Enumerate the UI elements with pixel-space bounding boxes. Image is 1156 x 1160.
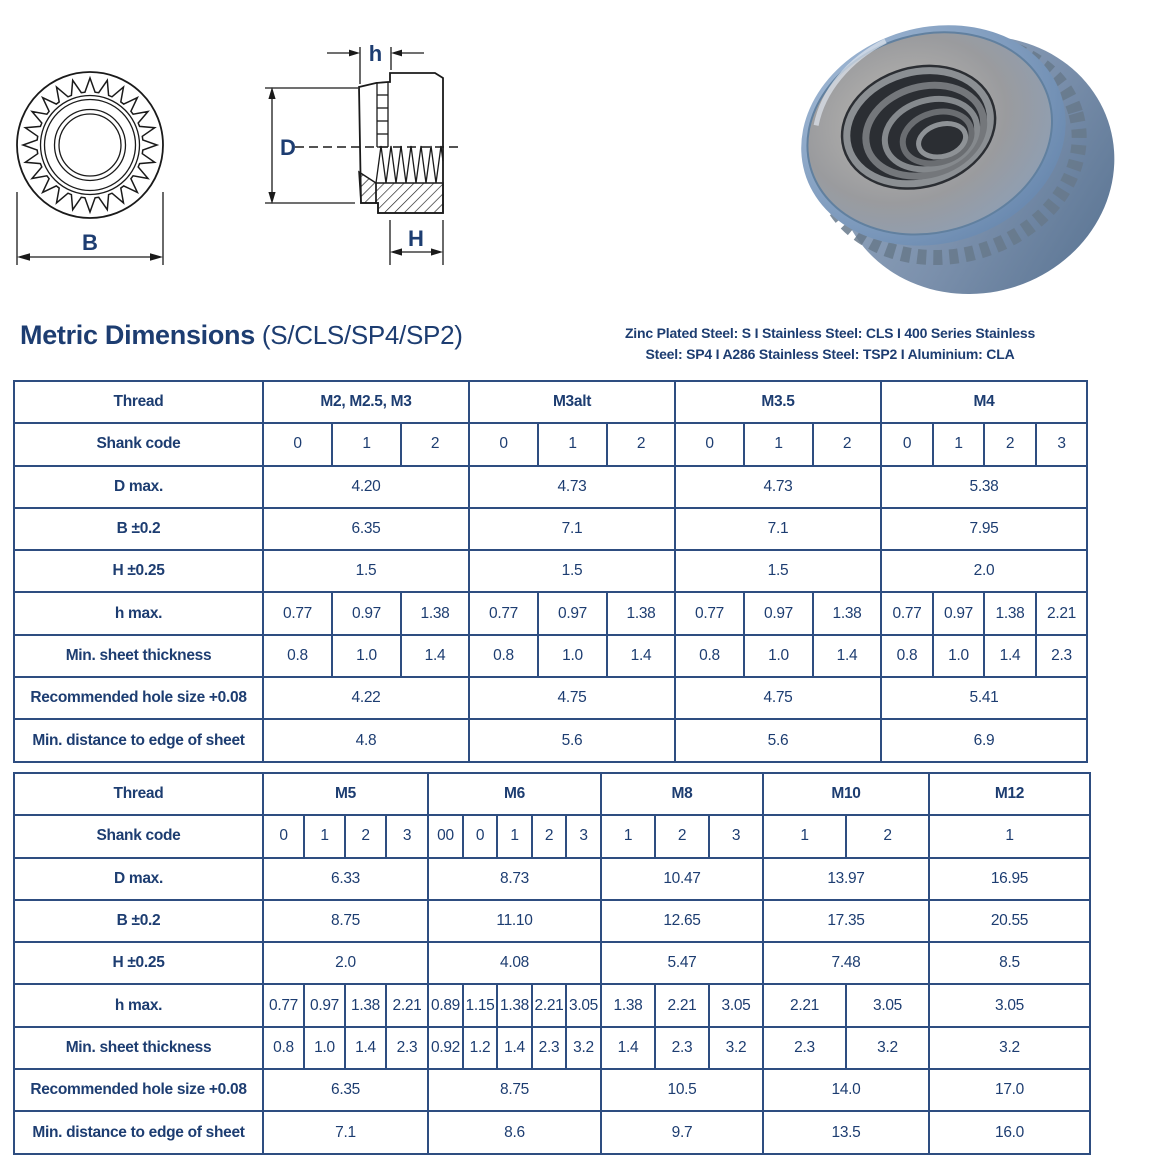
table-row [14, 677, 1087, 719]
value-cell: 0 [463, 815, 497, 857]
row-label-cell: Min. distance to edge of sheet [14, 719, 263, 761]
value-cell: 1.4 [813, 635, 881, 677]
value-cell: 00 [428, 815, 463, 857]
value-cell: 1.5 [263, 550, 469, 592]
value-cell: 7.1 [263, 1111, 428, 1153]
value-cell: 4.73 [469, 466, 675, 508]
value-cell: 1 [332, 423, 401, 465]
value-cell: 4.08 [428, 942, 601, 984]
value-cell: 1 [744, 423, 813, 465]
value-cell: 1.0 [744, 635, 813, 677]
table-row [14, 508, 1087, 550]
thread-header-cell: M5 [263, 773, 428, 815]
materials-note-line2: Steel: SP4 I A286 Stainless Steel: TSP2 I Aluminium: CLA [645, 346, 1015, 362]
value-cell: 0.77 [469, 592, 538, 634]
value-cell: 0.97 [744, 592, 813, 634]
page-title [20, 320, 463, 351]
value-cell: 1 [601, 815, 655, 857]
value-cell: 17.0 [929, 1069, 1090, 1111]
value-cell: 2 [984, 423, 1036, 465]
title-suffix: (S/CLS/SP4/SP2) [254, 320, 463, 350]
value-cell: 0.8 [881, 635, 933, 677]
dim-label-h: h [368, 41, 383, 66]
nut-3d-render [798, 0, 1145, 310]
value-cell: 3 [566, 815, 601, 857]
value-cell: 0.77 [675, 592, 744, 634]
value-cell: 5.38 [881, 466, 1087, 508]
value-cell: 0.8 [263, 1027, 304, 1069]
value-cell: 1.4 [607, 635, 675, 677]
value-cell: 1.15 [463, 984, 497, 1026]
value-cell: 6.33 [263, 858, 428, 900]
row-label-cell: Thread [14, 773, 263, 815]
value-cell: 12.65 [601, 900, 763, 942]
value-cell: 3.05 [709, 984, 763, 1026]
value-cell: 2 [345, 815, 386, 857]
table-row [14, 1027, 1090, 1069]
thread-header-cell: M6 [428, 773, 601, 815]
value-cell: 3 [386, 815, 428, 857]
value-cell: 10.47 [601, 858, 763, 900]
value-cell: 0.8 [263, 635, 332, 677]
value-cell: 4.8 [263, 719, 469, 761]
value-cell: 1.5 [675, 550, 881, 592]
table-row [14, 1111, 1090, 1153]
value-cell: 9.7 [601, 1111, 763, 1153]
value-cell: 5.6 [469, 719, 675, 761]
value-cell: 2.21 [386, 984, 428, 1026]
value-cell: 2.0 [881, 550, 1087, 592]
value-cell: 7.1 [675, 508, 881, 550]
value-cell: 3 [709, 815, 763, 857]
dim-label-B: B [82, 230, 98, 255]
dim-label-D: D [280, 135, 296, 160]
value-cell: 1.4 [601, 1027, 655, 1069]
value-cell: 1.0 [538, 635, 607, 677]
value-cell: 0 [263, 815, 304, 857]
value-cell: 1 [929, 815, 1090, 857]
value-cell: 2 [813, 423, 881, 465]
table-row [14, 900, 1090, 942]
table-row [14, 466, 1087, 508]
value-cell: 7.95 [881, 508, 1087, 550]
value-cell: 13.97 [763, 858, 929, 900]
product-photo [798, 0, 1156, 310]
value-cell: 3.05 [566, 984, 601, 1026]
value-cell: 1.4 [401, 635, 469, 677]
row-label-cell: h max. [14, 984, 263, 1026]
value-cell: 1.38 [497, 984, 532, 1026]
hatch-body [376, 183, 443, 213]
front-view-drawing [6, 22, 178, 270]
thread-header-cell: M8 [601, 773, 763, 815]
thread-header-cell: M10 [763, 773, 929, 815]
thread-header-cell: M4 [881, 381, 1087, 423]
value-cell: 7.1 [469, 508, 675, 550]
value-cell: 16.0 [929, 1111, 1090, 1153]
value-cell: 1 [538, 423, 607, 465]
value-cell: 0.77 [263, 984, 304, 1026]
value-cell: 1.38 [401, 592, 469, 634]
value-cell: 14.0 [763, 1069, 929, 1111]
value-cell: 0.97 [538, 592, 607, 634]
value-cell: 10.5 [601, 1069, 763, 1111]
metric-table-small-threads [13, 380, 1088, 763]
value-cell: 4.75 [675, 677, 881, 719]
value-cell: 2 [655, 815, 709, 857]
value-cell: 1.38 [345, 984, 386, 1026]
table-row [14, 1069, 1090, 1111]
value-cell: 1.38 [813, 592, 881, 634]
value-cell: 7.48 [763, 942, 929, 984]
value-cell: 8.75 [428, 1069, 601, 1111]
table-row [14, 858, 1090, 900]
thread-header-cell: M2, M2.5, M3 [263, 381, 469, 423]
table2-container [13, 772, 1091, 1155]
value-cell: 4.22 [263, 677, 469, 719]
value-cell: 1 [763, 815, 846, 857]
row-label-cell: D max. [14, 858, 263, 900]
thread-header-cell: M3.5 [675, 381, 881, 423]
table-row [14, 984, 1090, 1026]
value-cell: 0.97 [304, 984, 345, 1026]
value-cell: 1.38 [607, 592, 675, 634]
value-cell: 0 [881, 423, 933, 465]
value-cell: 0.8 [675, 635, 744, 677]
value-cell: 1.0 [332, 635, 401, 677]
table-row [14, 381, 1087, 423]
value-cell: 3.2 [846, 1027, 929, 1069]
value-cell: 2.0 [263, 942, 428, 984]
value-cell: 5.6 [675, 719, 881, 761]
row-label-cell: Min. sheet thickness [14, 635, 263, 677]
value-cell: 4.20 [263, 466, 469, 508]
value-cell: 0.77 [881, 592, 933, 634]
row-label-cell: B ±0.2 [14, 508, 263, 550]
value-cell: 1.2 [463, 1027, 497, 1069]
value-cell: 2.3 [655, 1027, 709, 1069]
table-row [14, 942, 1090, 984]
value-cell: 1.4 [497, 1027, 532, 1069]
row-label-cell: Recommended hole size +0.08 [14, 1069, 263, 1111]
value-cell: 2.21 [1036, 592, 1087, 634]
value-cell: 2 [607, 423, 675, 465]
table-row [14, 592, 1087, 634]
row-label-cell: Min. distance to edge of sheet [14, 1111, 263, 1153]
materials-note-line1: Zinc Plated Steel: S I Stainless Steel: CLS I 400 Series Stainless [624, 325, 1036, 341]
value-cell: 0 [469, 423, 538, 465]
value-cell: 3.05 [929, 984, 1090, 1026]
row-label-cell: h max. [14, 592, 263, 634]
value-cell: 2 [846, 815, 929, 857]
value-cell: 1.0 [933, 635, 984, 677]
value-cell: 11.10 [428, 900, 601, 942]
row-label-cell: D max. [14, 466, 263, 508]
value-cell: 5.41 [881, 677, 1087, 719]
value-cell: 2 [401, 423, 469, 465]
value-cell: 1.4 [984, 635, 1036, 677]
value-cell: 8.73 [428, 858, 601, 900]
value-cell: 0 [263, 423, 332, 465]
dim-label-H: H [408, 226, 424, 251]
value-cell: 20.55 [929, 900, 1090, 942]
value-cell: 3.05 [846, 984, 929, 1026]
row-label-cell: H ±0.25 [14, 550, 263, 592]
value-cell: 0.8 [469, 635, 538, 677]
table-row [14, 719, 1087, 761]
value-cell: 6.9 [881, 719, 1087, 761]
serration-teeth-ring [23, 78, 157, 212]
table-row [14, 815, 1090, 857]
table-row [14, 773, 1090, 815]
value-cell: 16.95 [929, 858, 1090, 900]
row-label-cell: Shank code [14, 815, 263, 857]
section-view-drawing [250, 20, 485, 270]
value-cell: 0.77 [263, 592, 332, 634]
thread-header-cell: M3alt [469, 381, 675, 423]
value-cell: 8.6 [428, 1111, 601, 1153]
value-cell: 2.3 [532, 1027, 566, 1069]
value-cell: 1.5 [469, 550, 675, 592]
row-label-cell: Min. sheet thickness [14, 1027, 263, 1069]
value-cell: 0.97 [332, 592, 401, 634]
value-cell: 8.5 [929, 942, 1090, 984]
value-cell: 2.3 [1036, 635, 1087, 677]
value-cell: 1 [304, 815, 345, 857]
table-row [14, 423, 1087, 465]
row-label-cell: Thread [14, 381, 263, 423]
value-cell: 0.97 [933, 592, 984, 634]
value-cell: 8.75 [263, 900, 428, 942]
table1-container [13, 380, 1088, 763]
row-label-cell: H ±0.25 [14, 942, 263, 984]
value-cell: 4.73 [675, 466, 881, 508]
value-cell: 3.2 [566, 1027, 601, 1069]
title-main: Metric Dimensions [20, 320, 255, 350]
value-cell: 1 [497, 815, 532, 857]
thread-header-cell: M12 [929, 773, 1090, 815]
row-label-cell: Shank code [14, 423, 263, 465]
value-cell: 6.35 [263, 508, 469, 550]
value-cell: 2.21 [532, 984, 566, 1026]
metric-table-large-threads [13, 772, 1091, 1155]
value-cell: 1 [933, 423, 984, 465]
value-cell: 3 [1036, 423, 1087, 465]
value-cell: 1.4 [345, 1027, 386, 1069]
materials-note [600, 323, 1060, 365]
value-cell: 2.3 [763, 1027, 846, 1069]
table-row [14, 550, 1087, 592]
value-cell: 4.75 [469, 677, 675, 719]
value-cell: 1.0 [304, 1027, 345, 1069]
value-cell: 0.89 [428, 984, 463, 1026]
table-row [14, 635, 1087, 677]
value-cell: 1.38 [601, 984, 655, 1026]
value-cell: 3.2 [709, 1027, 763, 1069]
value-cell: 2.3 [386, 1027, 428, 1069]
row-label-cell: B ±0.2 [14, 900, 263, 942]
value-cell: 0 [675, 423, 744, 465]
value-cell: 5.47 [601, 942, 763, 984]
value-cell: 2.21 [655, 984, 709, 1026]
value-cell: 1.38 [984, 592, 1036, 634]
value-cell: 17.35 [763, 900, 929, 942]
value-cell: 0.92 [428, 1027, 463, 1069]
value-cell: 13.5 [763, 1111, 929, 1153]
value-cell: 6.35 [263, 1069, 428, 1111]
value-cell: 2.21 [763, 984, 846, 1026]
value-cell: 2 [532, 815, 566, 857]
row-label-cell: Recommended hole size +0.08 [14, 677, 263, 719]
value-cell: 3.2 [929, 1027, 1090, 1069]
